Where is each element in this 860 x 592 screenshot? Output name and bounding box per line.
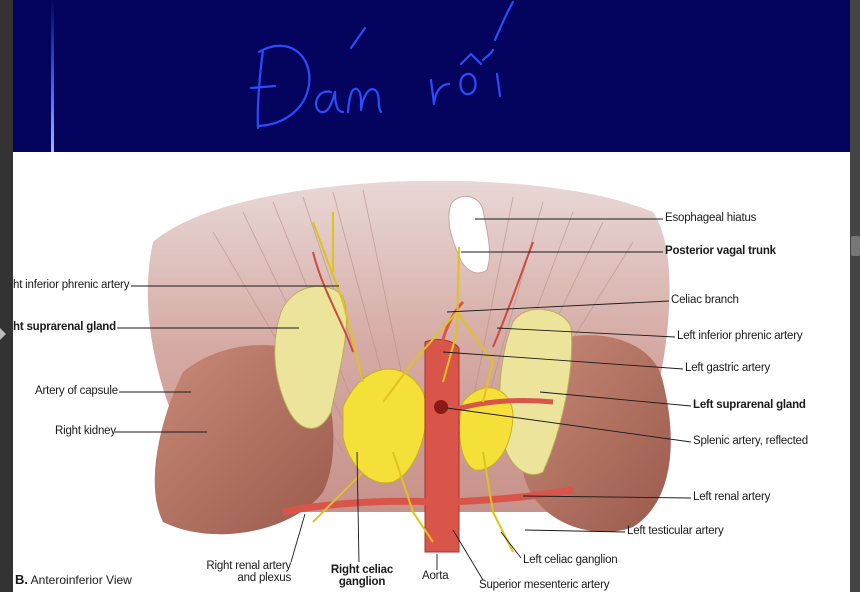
label-left-renal-artery: Left renal artery [693,491,771,503]
figure-caption [15,572,132,587]
label-left-testicular-artery: Left testicular artery [627,525,724,537]
label-posterior-vagal-trunk: Posterior vagal trunk [665,245,776,257]
label-celiac-branch: Celiac branch [671,294,739,306]
aorta [425,340,459,552]
scrollbar-thumb[interactable] [851,236,860,256]
previous-slide-arrow-icon[interactable] [0,328,6,340]
slide-title-banner [13,0,850,152]
figure-view-title: Anteroinferior View [30,573,132,587]
label-superior-mesenteric-artery: Superior mesenteric artery [479,579,610,591]
label-right-suprarenal-gland: ht suprarenal gland [13,321,116,333]
label-artery-of-capsule: Artery of capsule [35,385,118,397]
label-right-renal-artery-line1: Right renal artery [206,560,291,572]
label-left-suprarenal-gland: Left suprarenal gland [693,399,806,411]
label-right-celiac-ganglion-line1: Right celiac [330,564,394,576]
left-gutter [0,0,13,592]
label-right-kidney: Right kidney [55,425,116,437]
label-right-inferior-phrenic-artery: ht inferior phrenic artery [13,279,130,291]
label-right-celiac-ganglion-line2: ganglion [338,576,386,588]
label-esophageal-hiatus: Esophageal hiatus [665,212,757,224]
celiac-trunk [434,400,448,414]
label-right-renal-artery-line2: and plexus [237,572,291,584]
label-splenic-artery: Splenic artery, reflected [693,435,808,447]
label-right-renal-artery [203,560,291,584]
label-left-gastric-artery: Left gastric artery [685,362,771,374]
figure-view-letter: B. [15,572,28,587]
handwritten-annotation [13,0,850,152]
anatomy-figure [13,152,850,592]
label-right-celiac-ganglion [329,564,395,588]
scrollbar-track[interactable] [850,0,860,592]
label-aorta: Aorta [422,570,449,582]
label-left-celiac-ganglion: Left celiac ganglion [523,554,618,566]
illustrator-signature: E.B. [517,518,533,528]
label-left-inferior-phrenic-artery: Left inferior phrenic artery [677,330,803,342]
